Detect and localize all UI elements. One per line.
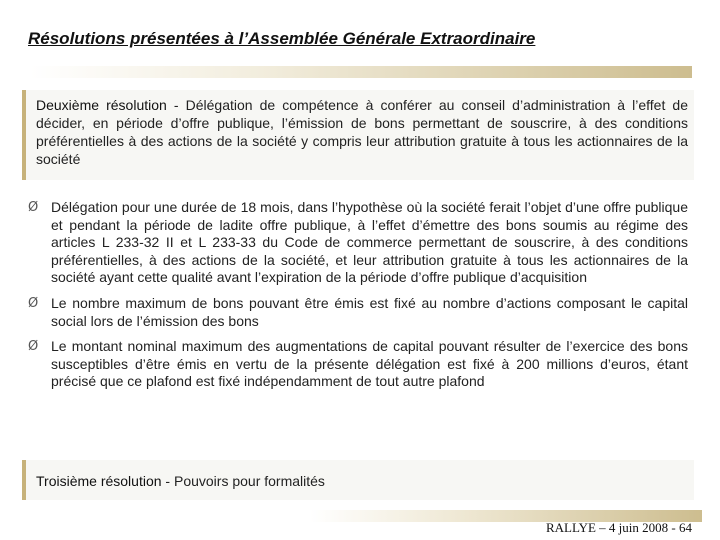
footer-company: RALLYE — [545, 520, 596, 535]
resolution-3-text: Pouvoirs pour formalités — [173, 473, 325, 489]
resolution-3-heading: Troisième résolution — [36, 473, 162, 489]
resolution-3-box — [22, 460, 694, 500]
resolution-2-separator: - — [166, 97, 186, 113]
resolution-3-separator: - — [161, 473, 174, 489]
title-divider — [30, 66, 692, 78]
resolution-2-paragraph — [36, 96, 688, 168]
page-title: Résolutions présentées à l’Assemblée Générale Extraordinaire — [28, 29, 536, 48]
list-item-text: Le nombre maximum de bons pouvant être émis est fixé au nombre d’actions composant le capital social lors de l’émission des bons — [51, 294, 688, 329]
list-item — [28, 295, 688, 330]
footer-date: 4 juin 2008 — [608, 520, 669, 535]
resolution-2-heading: Deuxième résolution — [36, 97, 167, 113]
resolution-2-box — [22, 90, 694, 180]
arrow-bullet-icon: Ø — [28, 200, 39, 215]
resolution-2-details-list — [28, 199, 688, 391]
footer-page-separator: - — [668, 520, 679, 535]
footer-date-separator: – — [595, 520, 609, 535]
arrow-bullet-icon: Ø — [28, 295, 39, 311]
page-number: 64 — [679, 520, 692, 535]
arrow-bullet-icon: Ø — [28, 339, 39, 355]
footer — [546, 520, 692, 536]
list-item-text: Délégation pour une durée de 18 mois, dans l’hypothèse où la société ferait l’objet d’une offre publique et pendant la période de ladite offre publique, à l’effet d’émettre des bons soumis au régime des articles L 233-32 II et L 233-33 du Code de commerce permettant de souscrire, à des conditions préférentielles, à des actions de la société, et leur attribution gratuite à tous les actionnaires de la société ayant cette qualité avant l’expiration de la période d’offre publique d’acquisition — [51, 199, 688, 286]
resolution-3-paragraph — [36, 472, 688, 490]
list-item — [28, 338, 688, 391]
resolution-2-text: Délégation de compétence à conférer au conseil d’administration à l’effet de décider, en période d’offre publique, l’émission de bons permettant de souscrire, à des conditions préférentielles à des actions de la société y compris leur attribution gratuite à tous les actionnaires de la société — [36, 97, 689, 167]
list-item — [28, 199, 688, 287]
list-item-text: Le montant nominal maximum des augmentations de capital pouvant résulter de l’exercice des bons susceptibles d’être émis en vertu de la présente délégation est fixé à 200 millions d’euros, étant précisé que ce plafond est fixé indépendamment de tout autre plafond — [51, 338, 688, 390]
